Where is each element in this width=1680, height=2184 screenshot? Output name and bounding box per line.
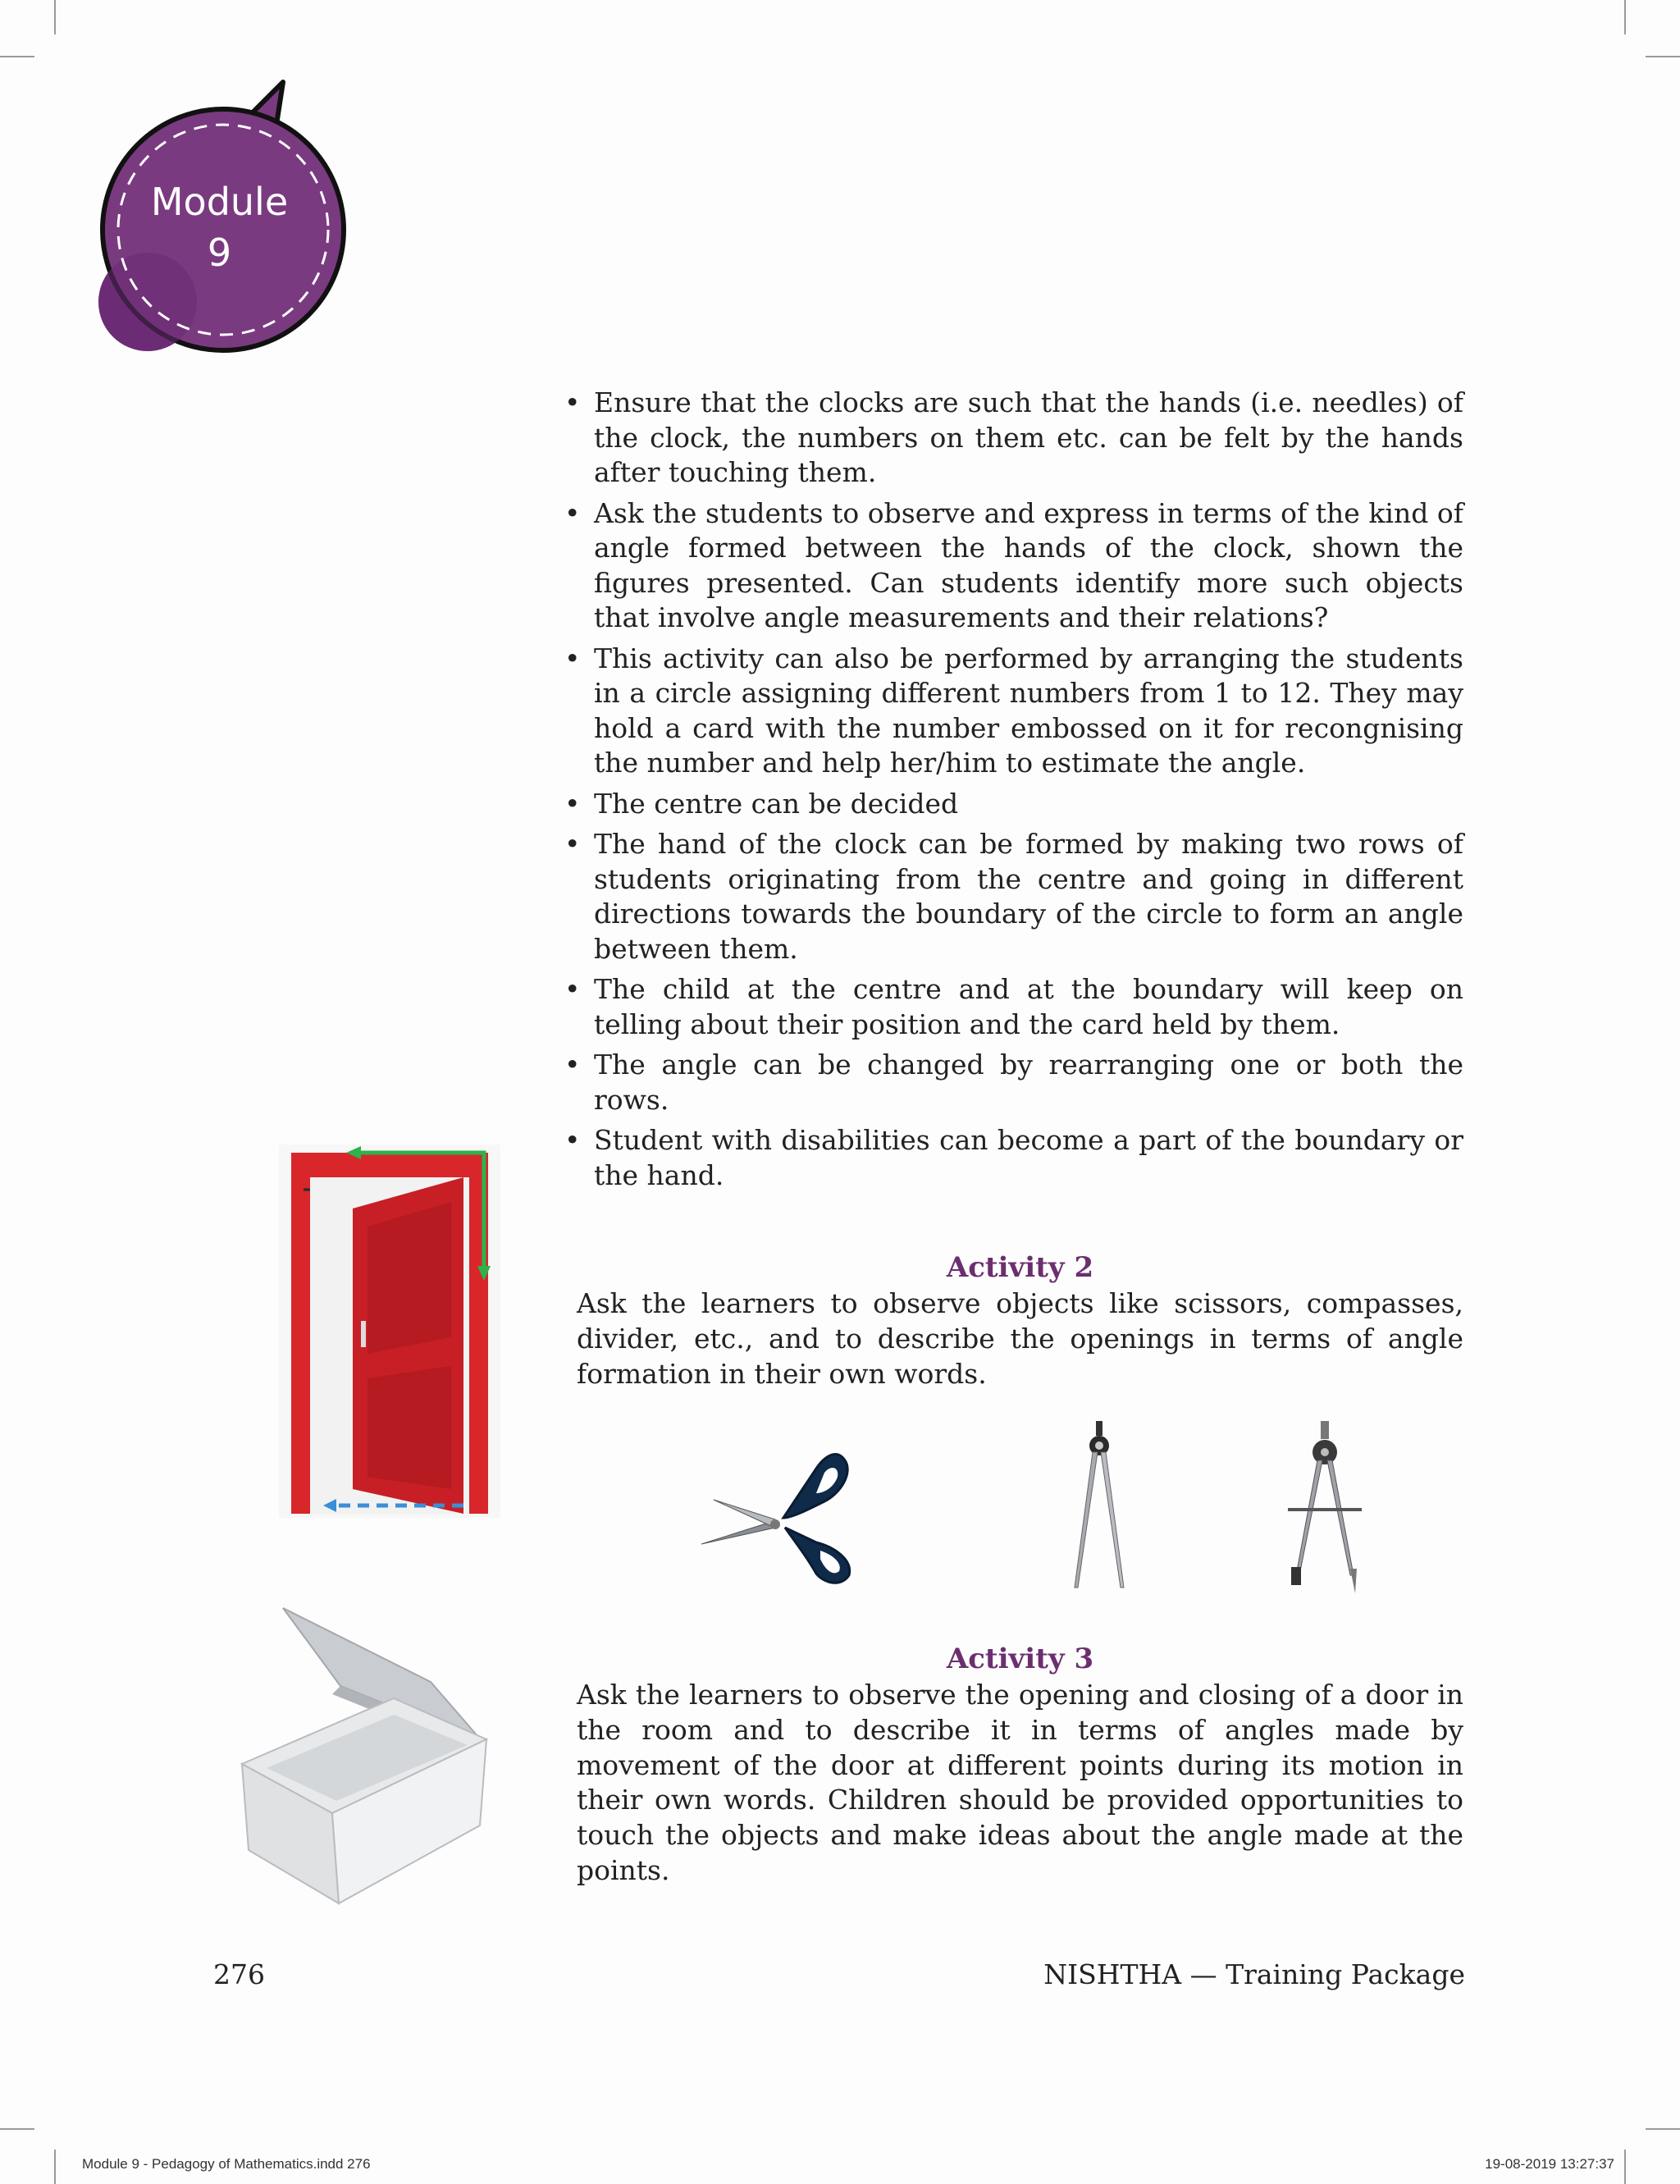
crop-mark	[1646, 2128, 1680, 2130]
module-word: Module	[150, 180, 289, 224]
activity-2-title: Activity 2	[946, 1251, 1094, 1284]
bullet-item: • Ask the students to observe and express in terms of the kind of angle formed between the hands of the clock, shown the figures presented. Can students identify more such objects that involve angle measurements and their relations?	[594, 496, 1463, 636]
scissors-illustration	[693, 1436, 874, 1588]
open-door-illustration	[279, 1145, 500, 1518]
crop-mark	[0, 56, 34, 57]
bullet-list	[594, 386, 1463, 1199]
crop-mark	[1624, 2150, 1626, 2184]
print-slug-filename: Module 9 - Pedagogy of Mathematics.indd 276	[82, 2156, 371, 2172]
crop-mark	[54, 2150, 56, 2184]
activity-3-text: Ask the learners to observe the opening and closing of a door in the room and to describe it in terms of angles made by movement of the door at different points during its motion in their own words. Children should be provided opportunities to touch the objects and make ideas about the angle made at the points.	[577, 1679, 1463, 1886]
print-slug-datetime: 19-08-2019 13:27:37	[1485, 2156, 1614, 2172]
crop-mark	[0, 2128, 34, 2130]
bullet-item: • The angle can be changed by rearranging one or both the rows.	[594, 1048, 1463, 1117]
divider-illustration	[1066, 1419, 1132, 1596]
compass-illustration	[1280, 1419, 1370, 1596]
crop-mark	[1624, 0, 1626, 34]
bullet-item: • The child at the centre and at the boundary will keep on telling about their position and the card held by them.	[594, 972, 1463, 1042]
bullet-item: • Ensure that the clocks are such that the hands (i.e. needles) of the clock, the numbers on them etc. can be felt by the hands after touching them.	[594, 386, 1463, 491]
crop-mark	[1646, 56, 1680, 57]
crop-mark	[54, 0, 56, 34]
bullet-item: • The centre can be decided	[594, 787, 1463, 822]
running-footer-title: NISHTHA — Training Package	[1043, 1958, 1465, 1990]
page-number: 276	[213, 1958, 265, 1990]
activity-3-title: Activity 3	[946, 1643, 1094, 1675]
bullet-item: • Student with disabilities can become a part of the boundary or the hand.	[594, 1123, 1463, 1193]
open-box-illustration	[234, 1604, 496, 1908]
bullet-item: • This activity can also be performed by arranging the students in a circle assigning different numbers from 1 to 12. They may hold a card with the number embossed on it for recongnising the number and help her/him to estimate the angle.	[594, 642, 1463, 781]
module-label	[123, 176, 316, 278]
bullet-item: • The hand of the clock can be formed by making two rows of students originating from the centre and going in different directions towards the boundary of the circle to form an angle between them.	[594, 827, 1463, 966]
module-number: 9	[207, 231, 232, 275]
activity-2-text: Ask the learners to observe objects like scissors, compasses, divider, etc., and to describe the openings in terms of angle formation in their own words.	[577, 1287, 1463, 1390]
